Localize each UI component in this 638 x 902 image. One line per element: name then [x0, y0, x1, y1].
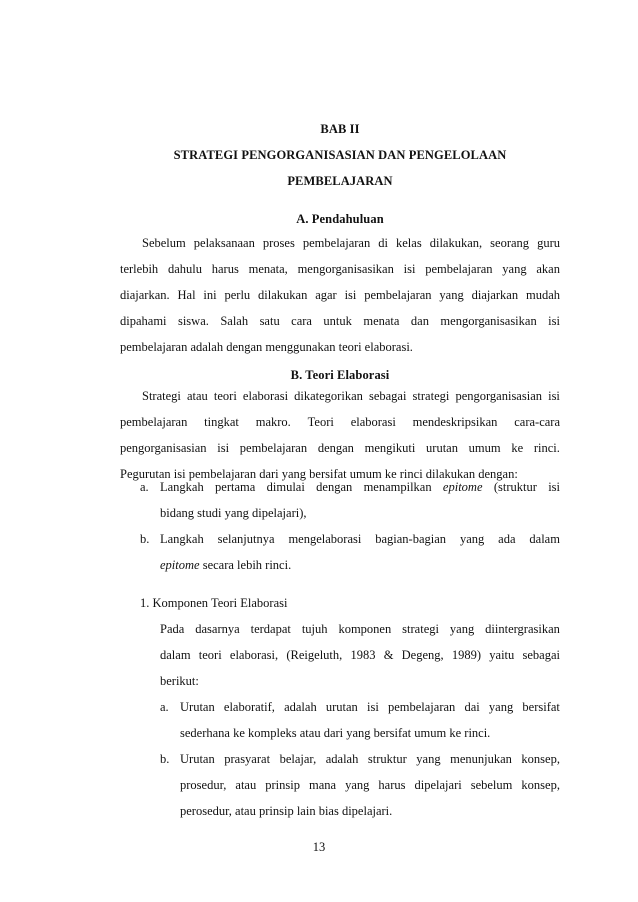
word: bersifat [522, 700, 560, 714]
list-marker: b. [160, 752, 170, 766]
word: Langkah [160, 532, 204, 546]
word: Langkah [160, 480, 204, 494]
word: konsep, [521, 752, 560, 766]
subsection-1-heading: 1. Komponen Teori Elaborasi [140, 596, 288, 610]
paragraph-line [120, 435, 560, 461]
word: elaborasi [242, 389, 289, 403]
word: elaborasi, [229, 648, 279, 662]
word: teori [198, 648, 222, 662]
word: dahulu [167, 262, 202, 276]
word: Urutan [180, 700, 215, 714]
word: dimulai [266, 480, 305, 494]
paragraph-line: pembelajaran adalah dengan menggunakan teori elaborasi. [120, 340, 413, 354]
word: harus [378, 778, 406, 792]
list-marker: b. [140, 532, 150, 546]
word: yang [416, 752, 441, 766]
word: dilakukan [258, 288, 308, 302]
word: kelas [396, 236, 422, 250]
list-marker: a. [140, 480, 149, 494]
word: makro. [255, 415, 291, 429]
list-line [180, 772, 560, 798]
word: perlu [224, 288, 251, 302]
word: pengorganisasian [120, 441, 207, 455]
word: mengorganisasikan [297, 262, 394, 276]
word: konsep, [521, 778, 560, 792]
paragraph-line [160, 616, 560, 642]
word: dipahami [120, 314, 167, 328]
word: guru [537, 236, 560, 250]
word: adalah [284, 700, 317, 714]
word: belajar, [279, 752, 317, 766]
word: elaborasi [350, 415, 396, 429]
word: agar [315, 288, 337, 302]
list-line [160, 474, 560, 500]
word: dasarnya [195, 622, 240, 636]
word: dengan [316, 480, 353, 494]
word: cara [291, 314, 312, 328]
word: diajarkan [471, 288, 519, 302]
word: menampilkan [363, 480, 432, 494]
word: mendeskripsikan [412, 415, 498, 429]
word: adalah [325, 752, 359, 766]
paragraph-line [160, 642, 560, 668]
word: dilakukan, [429, 236, 483, 250]
word: isi [403, 262, 416, 276]
word: dalam [529, 532, 560, 546]
list-line: sederhana ke kompleks atau dari yang bersifat umum ke rinci. [180, 726, 491, 740]
word: ke [511, 441, 524, 455]
word: pelaksanaan [193, 236, 255, 250]
word: selanjutnya [217, 532, 275, 546]
word: pembelajaran [302, 236, 371, 250]
word: sebagai [522, 648, 560, 662]
word: ada [498, 532, 516, 546]
word: seorang [490, 236, 530, 250]
paragraph-line: berikut: [160, 674, 199, 688]
word: untuk [323, 314, 352, 328]
word: yang [449, 622, 475, 636]
word: dan [410, 314, 429, 328]
word: atau [235, 778, 257, 792]
word: Strategi [142, 389, 181, 403]
word: yang [345, 778, 370, 792]
page-number: 13 [312, 840, 326, 854]
word: menata [363, 314, 400, 328]
word: mengelaborasi [288, 532, 362, 546]
word: terlebih [120, 262, 159, 276]
word: pembelajaran [239, 441, 308, 455]
word: komponen [338, 622, 392, 636]
word: mudah [525, 288, 560, 302]
list-line [180, 746, 560, 772]
word: rinci. [533, 441, 560, 455]
word: urutan [325, 700, 358, 714]
section-b-paragraph [120, 383, 560, 487]
section-b-heading: B. Teori Elaborasi [290, 368, 390, 382]
chapter-title-line1: STRATEGI PENGORGANISASIAN DAN PENGELOLAAN [173, 148, 507, 162]
word: Hal [177, 288, 196, 302]
list-line [180, 694, 560, 720]
word: Salah [220, 314, 249, 328]
word: strategi [412, 389, 450, 403]
word: dai [464, 700, 480, 714]
word: menata, [248, 262, 288, 276]
word: tujuh [301, 622, 328, 636]
word: yang [488, 700, 514, 714]
word: isi [366, 700, 379, 714]
word: strategi [402, 622, 439, 636]
word: pertama [215, 480, 256, 494]
section-a-paragraph [120, 230, 560, 360]
chapter-label: BAB II [320, 122, 360, 136]
word: isi [548, 389, 560, 403]
word: ini [203, 288, 217, 302]
italic-term: epitome [160, 558, 200, 572]
word: pembelajaran [120, 415, 188, 429]
word: siswa. [177, 314, 209, 328]
word: & [383, 648, 394, 662]
word: di [378, 236, 388, 250]
word: pengorganisasian [455, 389, 542, 403]
word: proses [262, 236, 295, 250]
word: bagian-bagian [375, 532, 447, 546]
paragraph-line [142, 230, 560, 256]
list-line: epitome secara lebih rinci. [160, 558, 292, 572]
word: cara-cara [514, 415, 560, 429]
word: 1989) [451, 648, 482, 662]
word: dipelajari [414, 778, 462, 792]
word: prasyarat [224, 752, 271, 766]
word: elaboratif, [223, 700, 275, 714]
word: diintergrasikan [485, 622, 560, 636]
word: struktur [367, 752, 407, 766]
word: dikategorikan [294, 389, 363, 403]
word: Urutan [180, 752, 215, 766]
word: epitome [442, 480, 483, 494]
word: Teori [307, 415, 334, 429]
word: Degeng, [401, 648, 444, 662]
word: Sebelum [142, 236, 186, 250]
word: diajarkan. [120, 288, 170, 302]
chapter-title-line2: PEMBELAJARAN [287, 174, 393, 188]
word: isi [344, 288, 357, 302]
word: atau [186, 389, 208, 403]
word: (Reigeluth, [286, 648, 343, 662]
list-line: perosedur, atau prinsip lain bias dipelajari. [180, 804, 393, 818]
paragraph-line [120, 409, 560, 435]
word: akan [536, 262, 560, 276]
word: tingkat [204, 415, 239, 429]
word: sebelum [470, 778, 513, 792]
word: yang [439, 288, 464, 302]
word: menunjukan [450, 752, 512, 766]
word: sebagai [368, 389, 407, 403]
word: isi [548, 480, 560, 494]
word: yang [459, 532, 485, 546]
word: yang [502, 262, 527, 276]
word: yaitu [489, 648, 515, 662]
word: (struktur [493, 480, 537, 494]
word: harus [211, 262, 239, 276]
word: isi [548, 314, 560, 328]
word: 1983 [350, 648, 376, 662]
word: mengikuti [364, 441, 416, 455]
word: prinsip [265, 778, 300, 792]
word: terdapat [250, 622, 291, 636]
word: satu [259, 314, 280, 328]
section-a-heading: A. Pendahuluan [296, 212, 384, 226]
word: mana [308, 778, 337, 792]
paragraph-line [120, 256, 560, 282]
list-marker: a. [160, 700, 169, 714]
paragraph-line [142, 383, 560, 409]
list-line: bidang studi yang dipelajari), [160, 506, 307, 520]
subsection-1-paragraph [160, 616, 560, 694]
word: pembelajaran [364, 288, 432, 302]
word: mengorganisasikan [440, 314, 537, 328]
word: umum [468, 441, 501, 455]
word: teori [213, 389, 237, 403]
word: dengan [317, 441, 354, 455]
paragraph-line [120, 308, 560, 334]
word: pembelajaran [425, 262, 493, 276]
word: pembelajaran [387, 700, 456, 714]
paragraph-line [120, 282, 560, 308]
paragraph-line: Pegurutan isi pembelajaran dari yang bersifat umum ke rinci dilakukan dengan: [120, 467, 518, 481]
word: Pada [160, 622, 185, 636]
word: prosedur, [180, 778, 227, 792]
word: urutan [426, 441, 458, 455]
list-line [160, 526, 560, 552]
word: isi [217, 441, 230, 455]
word: dalam [160, 648, 191, 662]
